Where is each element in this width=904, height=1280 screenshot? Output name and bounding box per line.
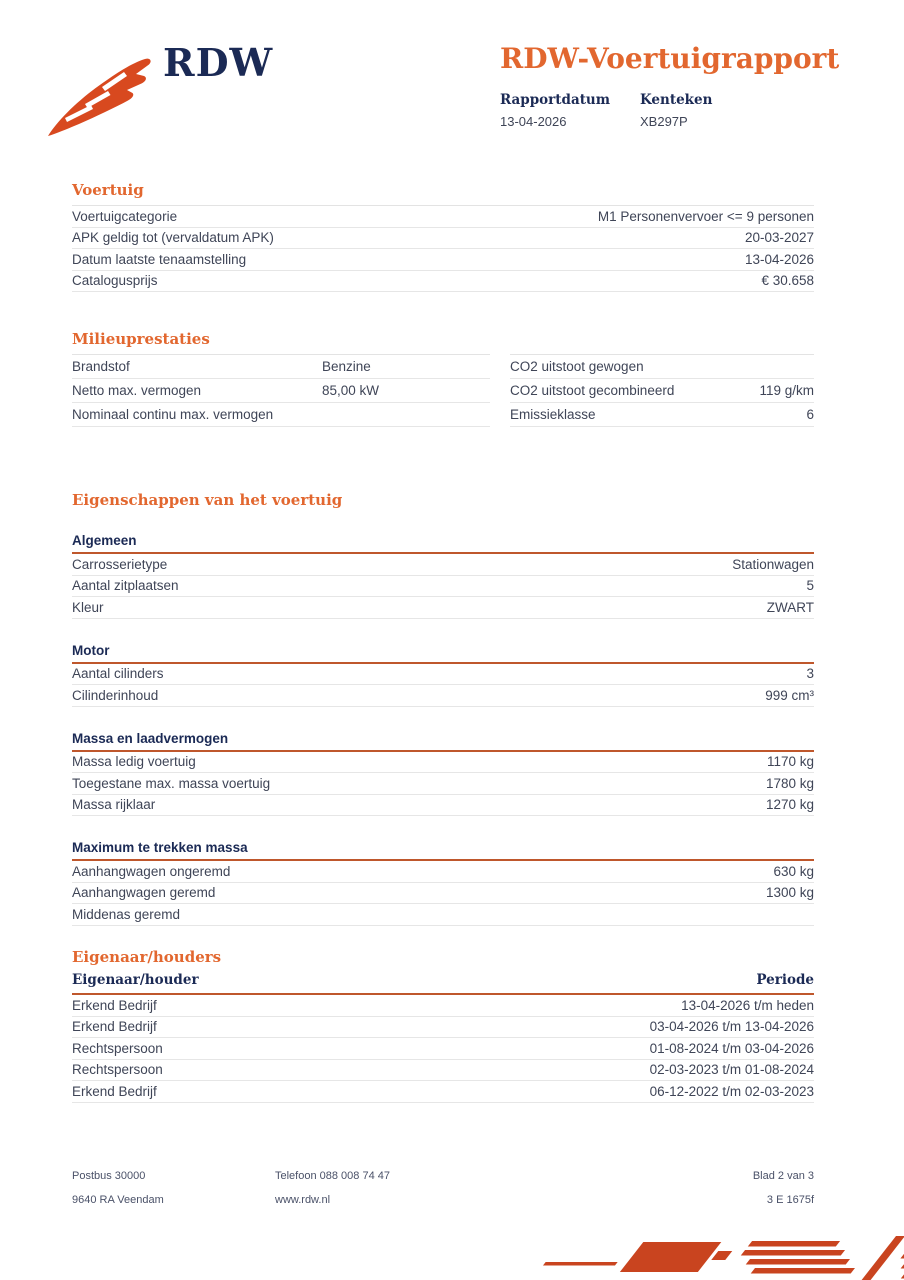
table-row	[72, 883, 814, 905]
table-row	[72, 597, 814, 619]
owner-period: 02-03-2023 t/m 01-08-2024	[649, 1062, 814, 1078]
row-label: Nominaal continu max. vermogen	[72, 407, 274, 422]
owner-name: Erkend Bedrijf	[72, 997, 157, 1013]
subsection-table	[72, 554, 814, 619]
row-value: ZWART	[766, 599, 814, 615]
owner-name: Rechtspersoon	[72, 1040, 163, 1056]
row-value: Stationwagen	[732, 556, 814, 572]
meta-label-kenteken: Kenteken	[640, 92, 713, 108]
table-row	[72, 1017, 814, 1039]
footer-page-number: Blad 2 van 3	[752, 1170, 814, 1182]
milieu-left-table	[72, 354, 490, 427]
row-value: 3	[806, 666, 814, 682]
row-value: 1780 kg	[765, 775, 814, 791]
table-row	[72, 355, 490, 379]
table-row	[72, 795, 814, 817]
table-row	[72, 554, 814, 576]
subsection-table	[72, 861, 814, 926]
table-row	[72, 379, 490, 403]
section-milieuprestaties	[72, 330, 814, 427]
row-value: 999 cm³	[765, 687, 814, 703]
row-value: 119 g/km	[759, 383, 814, 398]
row-label: Middenas geremd	[72, 906, 181, 922]
table-row	[72, 995, 814, 1017]
table-row	[72, 685, 814, 707]
footer-website: www.rdw.nl	[275, 1194, 331, 1206]
page-header	[45, 40, 840, 150]
row-label: Voertuigcategorie	[72, 208, 178, 224]
row-label: Kleur	[72, 599, 104, 615]
subsection-motor	[72, 643, 814, 707]
meta-label-rapportdatum: Rapportdatum	[500, 92, 611, 108]
subsection-algemeen	[72, 533, 814, 619]
table-row	[72, 271, 814, 293]
subsection-table	[72, 664, 814, 707]
row-label: Datum laatste tenaamstelling	[72, 251, 247, 267]
speed-stripes-graphic	[526, 1234, 904, 1280]
report-meta	[500, 92, 815, 129]
row-value: 13-04-2026	[744, 251, 814, 267]
voertuig-table	[72, 205, 814, 292]
table-row	[72, 403, 490, 427]
owner-period: 01-08-2024 t/m 03-04-2026	[649, 1040, 814, 1056]
row-label: CO2 uitstoot gewogen	[510, 359, 644, 374]
section-heading-milieuprestaties: Milieuprestaties	[72, 330, 210, 348]
row-label: Carrosserietype	[72, 556, 168, 572]
rdw-feather-logo-icon	[45, 52, 157, 140]
row-value: € 30.658	[761, 273, 814, 289]
row-label: Emissieklasse	[510, 407, 596, 422]
row-value: 630 kg	[773, 863, 814, 879]
report-header-block	[500, 42, 840, 129]
table-row	[72, 664, 814, 686]
table-row	[72, 206, 814, 228]
table-row	[510, 403, 814, 427]
row-value: 1300 kg	[765, 885, 814, 901]
subsection-title: Algemeen	[72, 533, 814, 554]
footer-row	[72, 1194, 814, 1218]
milieu-right-table	[510, 354, 814, 427]
table-row	[72, 773, 814, 795]
owner-name: Rechtspersoon	[72, 1062, 163, 1078]
row-value: 1270 kg	[765, 797, 814, 813]
meta-kenteken	[640, 92, 780, 129]
owner-name: Erkend Bedrijf	[72, 1019, 157, 1035]
milieu-tables	[72, 354, 814, 427]
row-label: Aantal zitplaatsen	[72, 578, 179, 594]
footer-postbus: Postbus 30000	[72, 1170, 146, 1182]
row-value: 5	[806, 578, 814, 594]
row-label: Catalogusprijs	[72, 273, 158, 289]
table-row	[72, 752, 814, 774]
table-row	[72, 904, 814, 926]
owner-table	[72, 995, 814, 1103]
table-row	[72, 861, 814, 883]
page-footer	[72, 1170, 814, 1218]
period-column-header: Periode	[756, 972, 814, 988]
table-row	[72, 1038, 814, 1060]
row-value: Benzine	[322, 359, 371, 374]
subsection-title: Massa en laadvermogen	[72, 731, 814, 752]
subsection-title: Motor	[72, 643, 814, 664]
table-row	[72, 249, 814, 271]
section-eigenschappen	[72, 491, 814, 926]
row-value: 1170 kg	[766, 754, 814, 770]
report-title: RDW-Voertuigrapport	[500, 42, 840, 75]
row-label: Aanhangwagen geremd	[72, 885, 216, 901]
row-value: 85,00 kW	[322, 383, 380, 398]
table-row	[510, 355, 814, 379]
row-value: M1 Personenvervoer <= 9 personen	[597, 208, 814, 224]
footer-doc-code: 3 E 1675f	[766, 1194, 814, 1206]
subsection-table	[72, 752, 814, 817]
rdw-wordmark: RDW	[163, 40, 274, 85]
row-label: CO2 uitstoot gecombineerd	[510, 383, 675, 398]
owner-name: Erkend Bedrijf	[72, 1083, 157, 1099]
section-eigenaar-houders	[72, 948, 814, 1103]
footer-row	[72, 1170, 814, 1194]
owner-table-header	[72, 972, 814, 995]
footer-city: 9640 RA Veendam	[72, 1194, 164, 1206]
owner-period: 06-12-2022 t/m 02-03-2023	[649, 1083, 814, 1099]
section-heading-voertuig: Voertuig	[72, 181, 144, 199]
footer-phone: Telefoon 088 008 74 47	[275, 1170, 390, 1182]
owner-period: 13-04-2026 t/m heden	[681, 997, 814, 1013]
row-label: Toegestane max. massa voertuig	[72, 775, 271, 791]
row-label: Massa ledig voertuig	[72, 754, 196, 770]
subsection-massa	[72, 731, 814, 817]
owner-column-header: Eigenaar/houder	[72, 972, 199, 988]
row-label: Massa rijklaar	[72, 797, 156, 813]
row-label: Cilinderinhoud	[72, 687, 159, 703]
row-label: Aanhangwagen ongeremd	[72, 863, 231, 879]
row-value: 20-03-2027	[744, 230, 814, 246]
table-row	[510, 379, 814, 403]
row-value: 6	[806, 407, 814, 422]
section-heading-eigenaar: Eigenaar/houders	[72, 948, 222, 966]
table-row	[72, 576, 814, 598]
owner-period: 03-04-2026 t/m 13-04-2026	[649, 1019, 814, 1035]
section-heading-eigenschappen: Eigenschappen van het voertuig	[72, 491, 343, 509]
row-label: Brandstof	[72, 359, 130, 374]
subsection-title: Maximum te trekken massa	[72, 840, 814, 861]
row-label: Aantal cilinders	[72, 666, 164, 682]
meta-value-kenteken: XB297P	[640, 114, 688, 129]
meta-rapportdatum	[500, 92, 640, 129]
table-row	[72, 228, 814, 250]
section-voertuig	[72, 181, 814, 292]
subsection-trekken-massa	[72, 840, 814, 926]
row-label: APK geldig tot (vervaldatum APK)	[72, 230, 274, 246]
row-label: Netto max. vermogen	[72, 383, 202, 398]
meta-value-rapportdatum: 13-04-2026	[500, 114, 567, 129]
table-row	[72, 1060, 814, 1082]
table-row	[72, 1081, 814, 1103]
